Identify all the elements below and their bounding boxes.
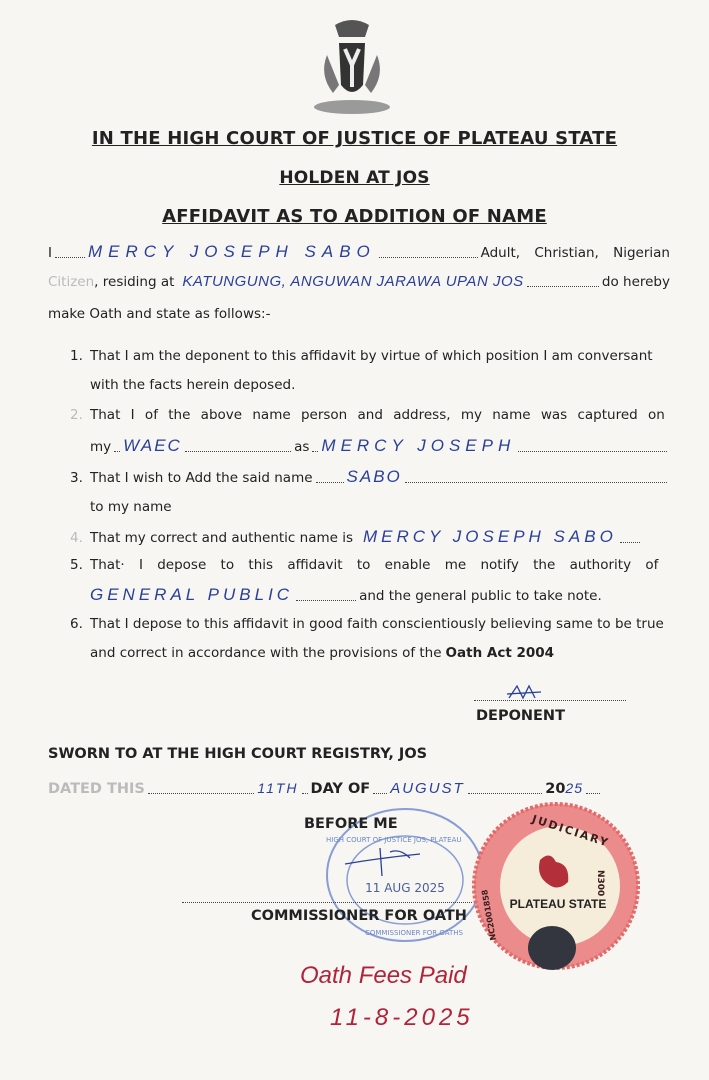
court-title: IN THE HIGH COURT OF JUSTICE OF PLATEAU STATE bbox=[91, 128, 618, 149]
sworn-day: 11TH bbox=[257, 780, 299, 796]
authority-name: GENERAL PUBLIC bbox=[90, 585, 294, 604]
dated-line bbox=[48, 780, 603, 797]
sworn-month: AUGUST bbox=[390, 780, 465, 797]
dotted-blank bbox=[185, 451, 291, 452]
seal-top: JUDICIARY bbox=[530, 812, 612, 850]
captured-name: MERCY JOSEPH bbox=[321, 436, 516, 455]
paragraph-text: That I of the above name person and address, my name was captured on bbox=[90, 407, 665, 423]
citizen-label: Citizen bbox=[48, 274, 95, 290]
seal-state: PLATEAU STATE bbox=[509, 897, 607, 911]
dotted-blank bbox=[379, 257, 478, 258]
dotted-blank bbox=[373, 793, 387, 794]
paragraph-number: 3. bbox=[70, 470, 83, 486]
judiciary-seal bbox=[470, 800, 642, 972]
deponent-name: MERCY JOSEPH SABO bbox=[87, 242, 376, 261]
court-location: HOLDEN AT JOS bbox=[279, 168, 430, 188]
dotted-blank bbox=[405, 482, 667, 483]
stamp-date: 11 AUG 2025 bbox=[365, 881, 445, 895]
before-me-label: BEFORE ME bbox=[304, 816, 398, 832]
dotted-blank bbox=[114, 451, 120, 452]
paragraph-number: 4. bbox=[70, 530, 83, 546]
paragraph-6-cont bbox=[90, 645, 670, 661]
intro-line-3: make Oath and state as follows:- bbox=[48, 306, 271, 322]
deponent-signature bbox=[505, 682, 545, 702]
dotted-blank bbox=[518, 451, 667, 452]
seal-value: N300 bbox=[595, 870, 605, 897]
dotted-blank bbox=[296, 600, 356, 601]
commissioner-signature-line bbox=[182, 902, 472, 903]
paragraph-number: 2. bbox=[70, 407, 83, 423]
paragraph-6 bbox=[70, 616, 670, 632]
paragraph-number: 5. bbox=[70, 557, 83, 573]
paragraph-text: That· I depose to this affidavit to enable me notify the authority of bbox=[90, 557, 659, 573]
paragraph-5 bbox=[70, 557, 670, 573]
dotted-blank bbox=[468, 793, 543, 794]
paragraph-2-cont bbox=[90, 436, 670, 456]
dotted-blank bbox=[148, 793, 254, 794]
year-suffix: 25 bbox=[565, 780, 583, 796]
paragraph-text: and the general public to take note. bbox=[359, 588, 602, 604]
paragraph-number: 6. bbox=[70, 616, 83, 632]
authentic-name: MERCY JOSEPH SABO bbox=[363, 527, 617, 546]
deponent-status: Adult, Christian, Nigerian bbox=[480, 245, 670, 261]
dotted-blank bbox=[312, 451, 318, 452]
dotted-blank bbox=[527, 286, 599, 287]
added-name: SABO bbox=[346, 467, 402, 486]
paragraph-text: That I depose to this affidavit in good faith conscientiously believing same to be true bbox=[90, 616, 664, 632]
oath-fees-note: Oath Fees Paid bbox=[300, 962, 467, 989]
paragraph-text: That my correct and authentic name is bbox=[90, 530, 353, 546]
deponent-signature-line bbox=[474, 700, 626, 701]
as-label: as bbox=[294, 439, 310, 455]
year-prefix: 20 bbox=[545, 781, 566, 797]
sworn-statement: SWORN TO AT THE HIGH COURT REGISTRY, JOS bbox=[48, 746, 428, 762]
dotted-blank bbox=[55, 257, 85, 258]
my-label: my bbox=[90, 439, 112, 455]
day-of-label: DAY OF bbox=[310, 781, 371, 797]
paragraph-text: That I wish to Add the said name bbox=[90, 470, 313, 486]
seal-serial: NC2001858 bbox=[480, 888, 498, 942]
intro-line-2 bbox=[48, 273, 670, 290]
document-name: WAEC bbox=[123, 436, 182, 455]
paragraph-5-cont bbox=[90, 585, 670, 605]
dotted-blank bbox=[620, 542, 640, 543]
paragraph-3-cont: to my name bbox=[90, 499, 172, 515]
intro-line-1 bbox=[48, 242, 670, 262]
oath-act: Oath Act 2004 bbox=[445, 645, 555, 661]
commissioner-signature bbox=[345, 848, 420, 876]
pronoun: I bbox=[48, 245, 52, 261]
deponent-label: DEPONENT bbox=[476, 708, 565, 724]
dated-label: DATED THIS bbox=[48, 781, 145, 797]
coat-of-arms-icon bbox=[305, 15, 400, 120]
stamp-bottom: COMMISSIONER FOR OATHS bbox=[365, 929, 463, 937]
dotted-blank bbox=[302, 793, 308, 794]
paragraph-2 bbox=[70, 407, 670, 423]
stamp-top: HIGH COURT OF JUSTICE JOS, PLATEAU bbox=[326, 836, 462, 844]
dotted-blank bbox=[316, 482, 344, 483]
residing-label: , residing at bbox=[94, 274, 175, 290]
affidavit-title: AFFIDAVIT AS TO ADDITION OF NAME bbox=[162, 206, 547, 227]
paragraph-4 bbox=[70, 527, 670, 547]
paragraph-1-cont: with the facts herein deposed. bbox=[90, 377, 296, 393]
paragraph-1 bbox=[70, 348, 670, 364]
commissioner-label: COMMISSIONER FOR OATH bbox=[251, 908, 467, 924]
dotted-blank bbox=[586, 793, 600, 794]
paragraph-text: That I am the deponent to this affidavit by virtue of which position I am conversant bbox=[90, 348, 653, 364]
oath-fees-date: 11-8-2025 bbox=[330, 1004, 474, 1031]
seal-hole bbox=[528, 926, 576, 970]
paragraph-number: 1. bbox=[70, 348, 83, 364]
paragraph-text: and correct in accordance with the provisions of the bbox=[90, 645, 442, 661]
do-hereby: do hereby bbox=[601, 274, 670, 290]
address: KATUNGUNG, ANGUWAN JARAWA UPAN JOS bbox=[182, 273, 524, 290]
paragraph-3 bbox=[70, 467, 670, 487]
